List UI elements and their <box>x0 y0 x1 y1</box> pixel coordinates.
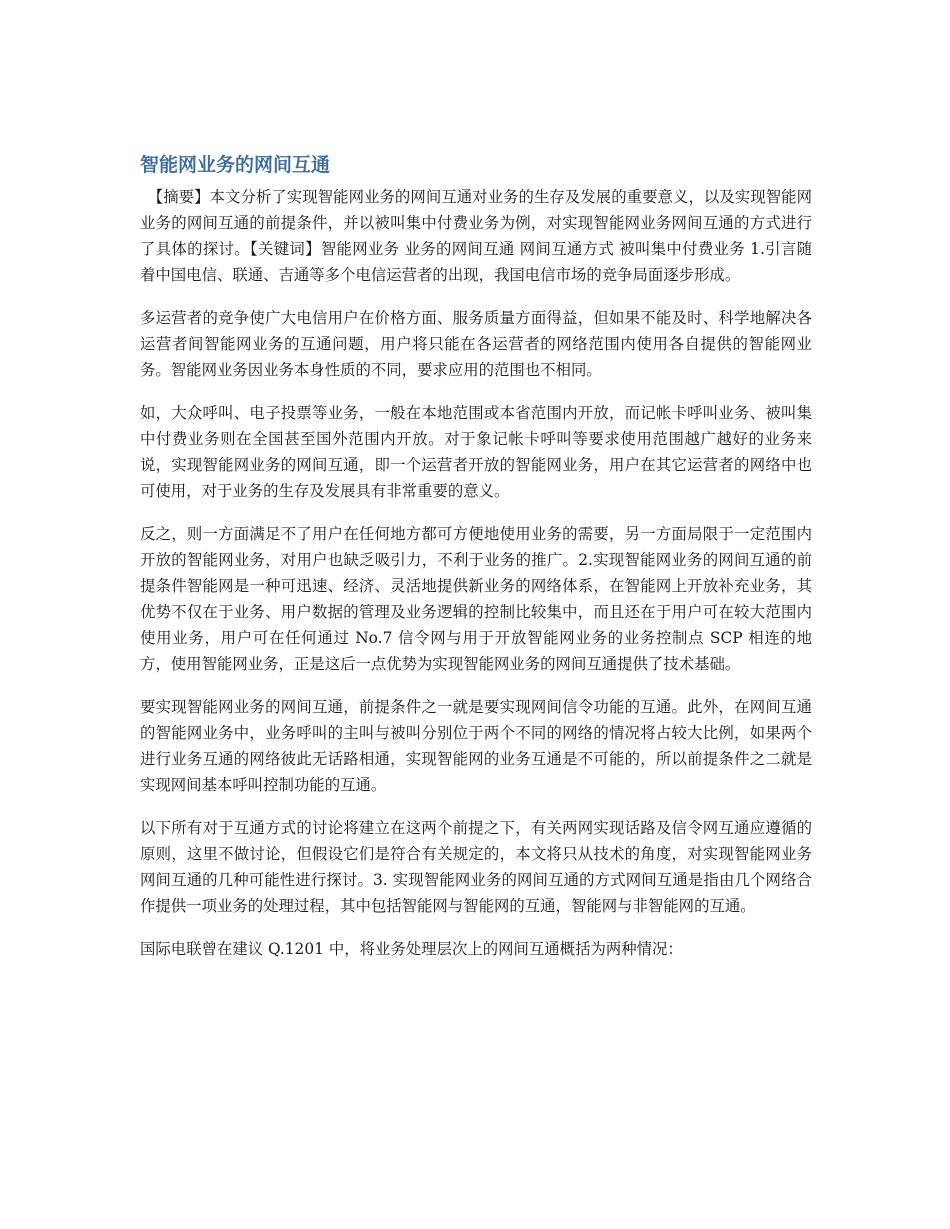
document-page <box>140 150 812 979</box>
document-title: 智能网业务的网间互通 <box>140 154 331 176</box>
body-paragraph: 要实现智能网业务的网间互通，前提条件之一就是要实现网间信令功能的互通。此外，在网间互通的智能网业务中，业务呼叫的主叫与被叫分别位于两个不同的网络的情况将占较大比例，如果两个进行业务互通的网络彼此无话路相通，实现智能网的业务互通是不可能的，所以前提条件之二就是实现网间基本呼叫控制功能的互通。 <box>140 698 812 794</box>
body-paragraph: 反之，则一方面满足不了用户在任何地方都可方便地使用业务的需要，另一方面局限于一定范围内开放的智能网业务，对用户也缺乏吸引力，不利于业务的推广。2.实现智能网业务的网间互通的前提条件智能网是一种可迅速、经济、灵活地提供新业务的网络体系，在智能网上开放补充业务，其优势不仅在于业务、用户数据的管理及业务逻辑的控制比较集中，而且还在于用户可在较大范围内使用业务，用户可在任何通过 No.7 信令网与用于开放智能网业务的业务控制点 SCP 相连的地方，使用智能网业务，正是这后一点优势为实现智能网业务的网间互通提供了技术基础。 <box>140 525 812 673</box>
abstract-paragraph: 【摘要】本文分析了实现智能网业务的网间互通对业务的生存及发展的重要意义，以及实现智能网业务的网间互通的前提条件，并以被叫集中付费业务为例，对实现智能网业务网间互通的方式进行了具体的探讨。【关键词】智能网业务 业务的网间互通 网间互通方式 被叫集中付费业务 1.引言随着中国电信、联通、吉通等多个电信运营者的出现，我国电信市场的竞争局面逐步形成。 <box>140 188 812 284</box>
body-paragraph: 国际电联曾在建议 Q.1201 中，将业务处理层次上的网间互通概括为两种情况： <box>140 940 683 958</box>
body-paragraph: 如，大众呼叫、电子投票等业务，一般在本地范围或本省范围内开放，而记帐卡呼叫业务、被叫集中付费业务则在全国甚至国外范围内开放。对于象记帐卡呼叫等要求使用范围越广越好的业务来说，实现智能网业务的网间互通，即一个运营者开放的智能网业务，用户在其它运营者的网络中也可使用，对于业务的生存及发展具有非常重要的意义。 <box>140 404 812 500</box>
body-paragraph: 多运营者的竞争使广大电信用户在价格方面、服务质量方面得益，但如果不能及时、科学地解决各运营者间智能网业务的互通问题，用户将只能在各运营者的网络范围内使用各自提供的智能网业务。智能网业务因业务本身性质的不同，要求应用的范围也不相同。 <box>140 309 812 379</box>
body-paragraph: 以下所有对于互通方式的讨论将建立在这两个前提之下，有关两网实现话路及信令网互通应遵循的原则，这里不做讨论，但假设它们是符合有关规定的，本文将只从技术的角度，对实现智能网业务网间互通的几种可能性进行探讨。3. 实现智能网业务的网间互通的方式网间互通是指由几个网络合作提供一项业务的处理过程，其中包括智能网与智能网的互通，智能网与非智能网的互通。 <box>140 819 812 915</box>
